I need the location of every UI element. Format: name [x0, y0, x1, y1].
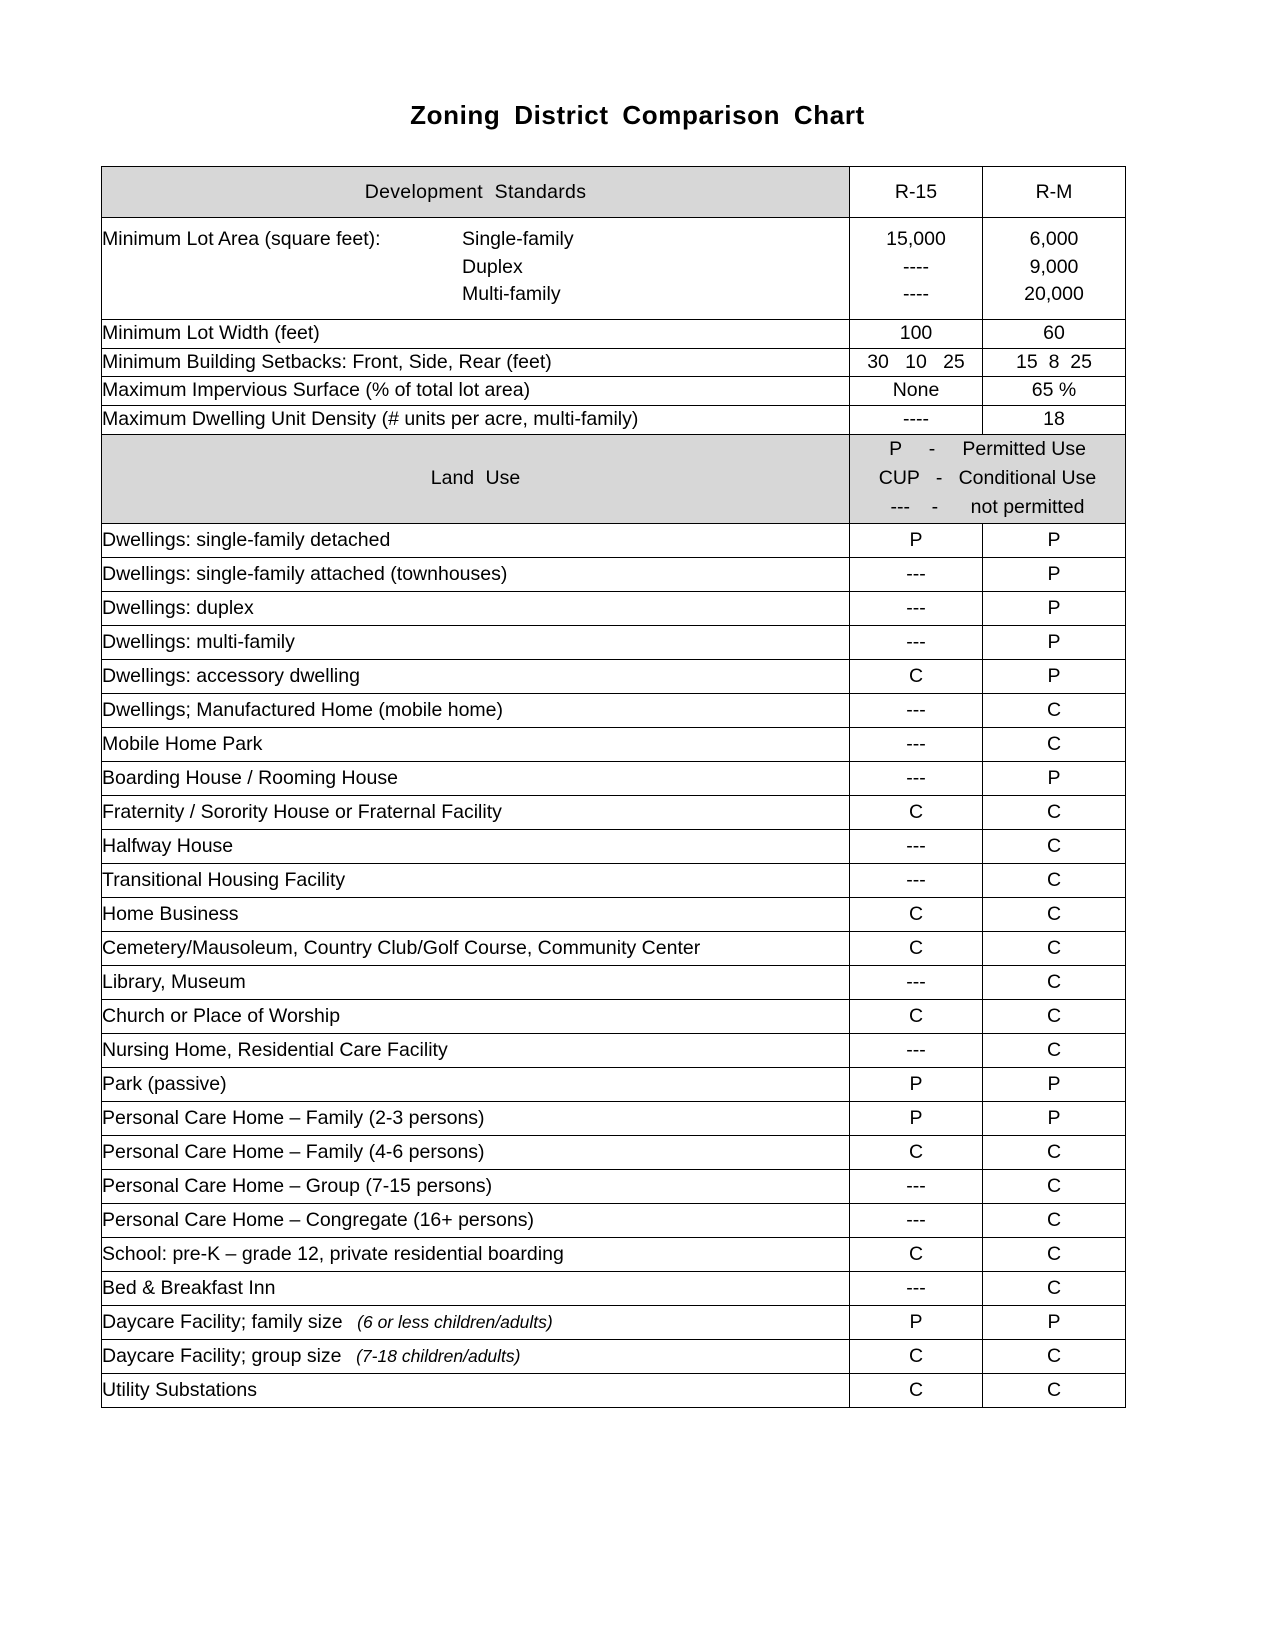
landuse-value-rm: C: [983, 897, 1126, 931]
landuse-row-label-text: Fraternity / Sorority House or Fraternal Facility: [102, 800, 502, 823]
table-row: [102, 727, 1126, 761]
landuse-value-r15: ---: [850, 1033, 983, 1067]
standards-value-r15: 100: [850, 320, 983, 349]
landuse-row-label: [102, 897, 850, 931]
landuse-value-rm: P: [983, 523, 1126, 557]
landuse-row-label-text: Home Business: [102, 902, 239, 925]
table-row: [102, 1305, 1126, 1339]
landuse-row-label: [102, 1033, 850, 1067]
landuse-row-label: [102, 965, 850, 999]
landuse-value-rm: C: [983, 1203, 1126, 1237]
standards-row: [102, 218, 1126, 320]
landuse-row-note: (6 or less children/adults): [342, 1311, 553, 1332]
landuse-value-r15: P: [850, 1101, 983, 1135]
landuse-row-label: [102, 829, 850, 863]
standards-row-label: Maximum Impervious Surface (% of total lot area): [102, 377, 850, 406]
landuse-row-label-text: Dwellings: multi-family: [102, 630, 295, 653]
landuse-row-label-text: Dwellings: single-family detached: [102, 528, 391, 551]
landuse-row-label-text: Dwellings: single-family attached (townhouses): [102, 562, 508, 585]
standards-row-label: [102, 218, 850, 320]
landuse-row-label-text: Utility Substations: [102, 1378, 257, 1401]
standards-row-label-text: Minimum Lot Area (square feet):: [102, 228, 381, 250]
landuse-row-label-text: Dwellings; Manufactured Home (mobile home): [102, 698, 503, 721]
landuse-row-label-text: Daycare Facility; group size: [102, 1344, 342, 1367]
landuse-value-r15: ---: [850, 761, 983, 795]
standards-value-r15: ----: [850, 406, 983, 435]
table-row: [102, 897, 1126, 931]
landuse-value-r15: ---: [850, 591, 983, 625]
landuse-value-rm: P: [983, 1067, 1126, 1101]
landuse-row-label-text: Personal Care Home – Group (7-15 persons): [102, 1174, 493, 1197]
landuse-row-label-text: Dwellings: accessory dwelling: [102, 664, 360, 687]
standards-header-title: Development Standards: [102, 167, 850, 218]
table-row: [102, 1033, 1126, 1067]
legend-line: P - Permitted Use: [889, 437, 1086, 460]
table-row: [102, 829, 1126, 863]
standards-value-rm: 65 %: [983, 377, 1126, 406]
landuse-value-r15: C: [850, 1373, 983, 1407]
landuse-row-label-text: Church or Place of Worship: [102, 1004, 341, 1027]
landuse-value-rm: P: [983, 1101, 1126, 1135]
landuse-legend: [850, 434, 1126, 523]
table-row: [102, 1135, 1126, 1169]
landuse-row-label-text: Halfway House: [102, 834, 234, 857]
landuse-value-rm: C: [983, 1237, 1126, 1271]
landuse-row-label: [102, 863, 850, 897]
landuse-row-note: (7-18 children/adults): [341, 1345, 521, 1366]
standards-value-r15: 30 10 25: [850, 348, 983, 377]
table-row: [102, 1373, 1126, 1407]
landuse-value-r15: ---: [850, 863, 983, 897]
table-row: [102, 1101, 1126, 1135]
landuse-row-label: [102, 1271, 850, 1305]
standards-value-line: 6,000: [1029, 228, 1079, 250]
landuse-value-r15: C: [850, 897, 983, 931]
landuse-value-rm: P: [983, 761, 1126, 795]
table-row: [102, 931, 1126, 965]
landuse-row-label-text: Bed & Breakfast Inn: [102, 1276, 276, 1299]
standards-header-row: [102, 167, 1126, 218]
landuse-row-label-text: Personal Care Home – Family (4-6 persons): [102, 1140, 485, 1163]
landuse-header-row: [102, 434, 1126, 523]
standards-value-rm: [983, 218, 1126, 320]
landuse-value-r15: ---: [850, 1271, 983, 1305]
landuse-row-label-text: Dwellings: duplex: [102, 596, 254, 619]
table-row: [102, 795, 1126, 829]
landuse-value-r15: P: [850, 1067, 983, 1101]
table-row: [102, 1271, 1126, 1305]
table-row: [102, 1339, 1126, 1373]
table-row: [102, 523, 1126, 557]
landuse-row-label: [102, 1169, 850, 1203]
landuse-value-rm: C: [983, 1271, 1126, 1305]
landuse-row-label: [102, 557, 850, 591]
landuse-row-label: [102, 659, 850, 693]
table-row: [102, 863, 1126, 897]
landuse-row-label-text: Daycare Facility; family size: [102, 1310, 343, 1333]
standards-value-r15: None: [850, 377, 983, 406]
landuse-row-label-text: Library, Museum: [102, 970, 246, 993]
landuse-row-label: [102, 693, 850, 727]
standards-value-line: 9,000: [1029, 255, 1079, 278]
table-row: [102, 999, 1126, 1033]
table-row: [102, 1067, 1126, 1101]
landuse-value-rm: P: [983, 625, 1126, 659]
landuse-value-r15: ---: [850, 693, 983, 727]
table-row: [102, 1237, 1126, 1271]
table-row: [102, 1203, 1126, 1237]
landuse-value-r15: ---: [850, 557, 983, 591]
standards-value-rm: 60: [983, 320, 1126, 349]
landuse-row-label-text: Personal Care Home – Congregate (16+ persons): [102, 1208, 534, 1231]
standards-row: [102, 348, 1126, 377]
table-row: [102, 659, 1126, 693]
standards-value-line: ----: [903, 283, 929, 306]
landuse-row-label: [102, 1101, 850, 1135]
legend-line: CUP - Conditional Use: [878, 467, 1097, 490]
standards-row: [102, 320, 1126, 349]
landuse-row-label-text: Boarding House / Rooming House: [102, 766, 398, 789]
landuse-row-label: [102, 1067, 850, 1101]
standards-row: [102, 377, 1126, 406]
table-row: [102, 625, 1126, 659]
landuse-value-rm: P: [983, 557, 1126, 591]
landuse-value-rm: C: [983, 1169, 1126, 1203]
landuse-row-label-text: Cemetery/Mausoleum, Country Club/Golf Course, Community Center: [102, 936, 701, 959]
landuse-row-label: [102, 1135, 850, 1169]
column-header-r15: R-15: [850, 167, 983, 218]
landuse-value-r15: C: [850, 999, 983, 1033]
landuse-row-label: [102, 1339, 850, 1373]
standards-row-label: Minimum Building Setbacks: Front, Side, Rear (feet): [102, 348, 850, 377]
landuse-value-rm: P: [983, 591, 1126, 625]
landuse-value-r15: P: [850, 1305, 983, 1339]
landuse-value-rm: C: [983, 829, 1126, 863]
standards-value-line: 20,000: [1024, 283, 1084, 306]
landuse-row-label: [102, 795, 850, 829]
landuse-row-label: [102, 523, 850, 557]
landuse-row-label: [102, 1373, 850, 1407]
landuse-row-label: [102, 727, 850, 761]
landuse-row-label-text: Nursing Home, Residential Care Facility: [102, 1038, 448, 1061]
table-row: [102, 557, 1126, 591]
standards-value-r15: [850, 218, 983, 320]
landuse-row-label: [102, 999, 850, 1033]
landuse-value-r15: C: [850, 931, 983, 965]
standards-row-label: Minimum Lot Width (feet): [102, 320, 850, 349]
table-row: [102, 591, 1126, 625]
table-row: [102, 761, 1126, 795]
table-row: [102, 965, 1126, 999]
landuse-value-r15: C: [850, 1135, 983, 1169]
standards-value-line: 15,000: [886, 228, 946, 250]
landuse-value-rm: P: [983, 1305, 1126, 1339]
landuse-value-rm: C: [983, 1339, 1126, 1373]
landuse-row-label-text: Transitional Housing Facility: [102, 868, 346, 891]
landuse-row-label-text: Personal Care Home – Family (2-3 persons): [102, 1106, 485, 1129]
landuse-value-rm: C: [983, 999, 1126, 1033]
landuse-value-rm: C: [983, 863, 1126, 897]
landuse-row-label: [102, 761, 850, 795]
landuse-value-r15: C: [850, 1237, 983, 1271]
landuse-value-r15: C: [850, 795, 983, 829]
standards-row: [102, 406, 1126, 435]
landuse-value-rm: C: [983, 727, 1126, 761]
landuse-value-r15: P: [850, 523, 983, 557]
landuse-row-label-text: Park (passive): [102, 1072, 227, 1095]
landuse-value-r15: ---: [850, 829, 983, 863]
table-row: [102, 693, 1126, 727]
landuse-row-label: [102, 931, 850, 965]
legend-line: --- - not permitted: [890, 496, 1085, 519]
landuse-value-r15: C: [850, 1339, 983, 1373]
standards-value-rm: 15 8 25: [983, 348, 1126, 377]
landuse-header-title: Land Use: [102, 434, 850, 523]
landuse-value-rm: P: [983, 659, 1126, 693]
landuse-row-label-text: School: pre-K – grade 12, private residential boarding: [102, 1242, 564, 1265]
column-header-rm: R-M: [983, 167, 1126, 218]
landuse-row-label-text: Mobile Home Park: [102, 732, 263, 755]
landuse-value-rm: C: [983, 1373, 1126, 1407]
landuse-value-rm: C: [983, 1033, 1126, 1067]
zoning-comparison-table: [101, 166, 1126, 1408]
landuse-row-label: [102, 1305, 850, 1339]
landuse-value-r15: ---: [850, 727, 983, 761]
standards-value-rm: 18: [983, 406, 1126, 435]
standards-sublabel-group: [462, 226, 849, 309]
landuse-value-rm: C: [983, 931, 1126, 965]
landuse-row-label: [102, 591, 850, 625]
landuse-value-rm: C: [983, 693, 1126, 727]
landuse-value-r15: ---: [850, 1203, 983, 1237]
standards-value-line: ----: [903, 255, 929, 278]
landuse-row-label: [102, 625, 850, 659]
table-row: [102, 1169, 1126, 1203]
landuse-value-r15: ---: [850, 625, 983, 659]
page-title: Zoning District Comparison Chart: [410, 100, 865, 130]
landuse-value-rm: C: [983, 965, 1126, 999]
landuse-value-r15: ---: [850, 1169, 983, 1203]
landuse-value-r15: C: [850, 659, 983, 693]
standards-row-label: Maximum Dwelling Unit Density (# units per acre, multi-family): [102, 406, 850, 435]
standards-sublabel: Single-family: [462, 228, 574, 250]
standards-sublabel: Multi-family: [462, 283, 561, 306]
landuse-value-rm: C: [983, 1135, 1126, 1169]
landuse-row-label: [102, 1203, 850, 1237]
standards-sublabel: Duplex: [462, 255, 523, 278]
landuse-value-rm: C: [983, 795, 1126, 829]
landuse-value-r15: ---: [850, 965, 983, 999]
landuse-row-label: [102, 1237, 850, 1271]
